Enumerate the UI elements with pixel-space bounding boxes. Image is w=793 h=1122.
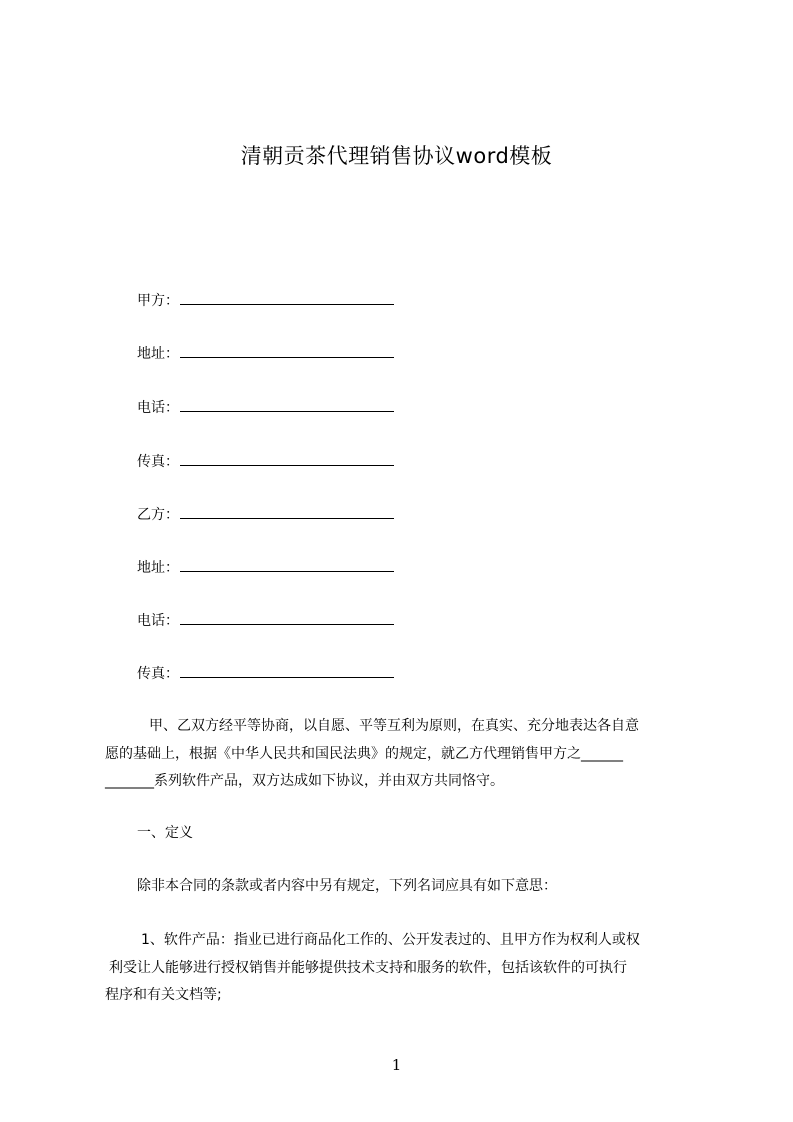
field-label: 电话：	[137, 613, 179, 629]
intro-line-2: 愿的基础上，根据《中华人民共和国民法典》的规定，就乙方代理销售甲方之______	[105, 746, 623, 762]
field-label: 乙方：	[137, 507, 179, 523]
blank-underline	[180, 557, 394, 572]
party-b-phone-field	[137, 610, 394, 631]
field-label: 甲方：	[137, 293, 179, 309]
clause-1-line-2: 利受让人能够进行授权销售并能够提供技术支持和服务的软件，包括该软件的可执行	[109, 960, 627, 976]
party-b-address-field	[137, 557, 394, 578]
intro-line-1: 甲、乙双方经平等协商，以自愿、平等互利为原则，在真实、充分地表达各自意	[149, 718, 639, 734]
field-label: 地址：	[137, 346, 179, 362]
field-label: 电话：	[137, 400, 179, 416]
clause-1-line-1: 1、软件产品：指业已进行商品化工作的、公开发表过的、且甲方作为权利人或权	[141, 932, 640, 948]
blank-underline	[180, 397, 394, 412]
blank-underline	[180, 343, 394, 358]
party-a-address-field	[137, 343, 394, 364]
clause-1-line-3: 程序和有关文档等;	[105, 987, 222, 1003]
definition-intro: 除非本合同的条款或者内容中另有规定，下列名词应具有如下意思：	[137, 878, 557, 894]
party-b-fax-field	[137, 663, 394, 684]
intro-line-3: _______系列软件产品，双方达成如下协议，并由双方共同恪守。	[105, 773, 504, 789]
field-label: 传真：	[137, 666, 179, 682]
blank-underline	[180, 663, 394, 678]
blank-underline	[180, 504, 394, 519]
document-title: 清朝贡茶代理销售协议word模板	[240, 144, 553, 168]
section-heading: 一、定义	[137, 825, 193, 841]
party-b-field	[137, 504, 394, 525]
field-label: 地址：	[137, 560, 179, 576]
party-a-fax-field	[137, 451, 394, 472]
blank-underline	[180, 610, 394, 625]
field-label: 传真：	[137, 454, 179, 470]
party-a-phone-field	[137, 397, 394, 418]
page-number: 1	[391, 1056, 402, 1074]
blank-underline	[180, 290, 394, 305]
blank-underline	[180, 451, 394, 466]
party-a-field	[137, 290, 394, 311]
